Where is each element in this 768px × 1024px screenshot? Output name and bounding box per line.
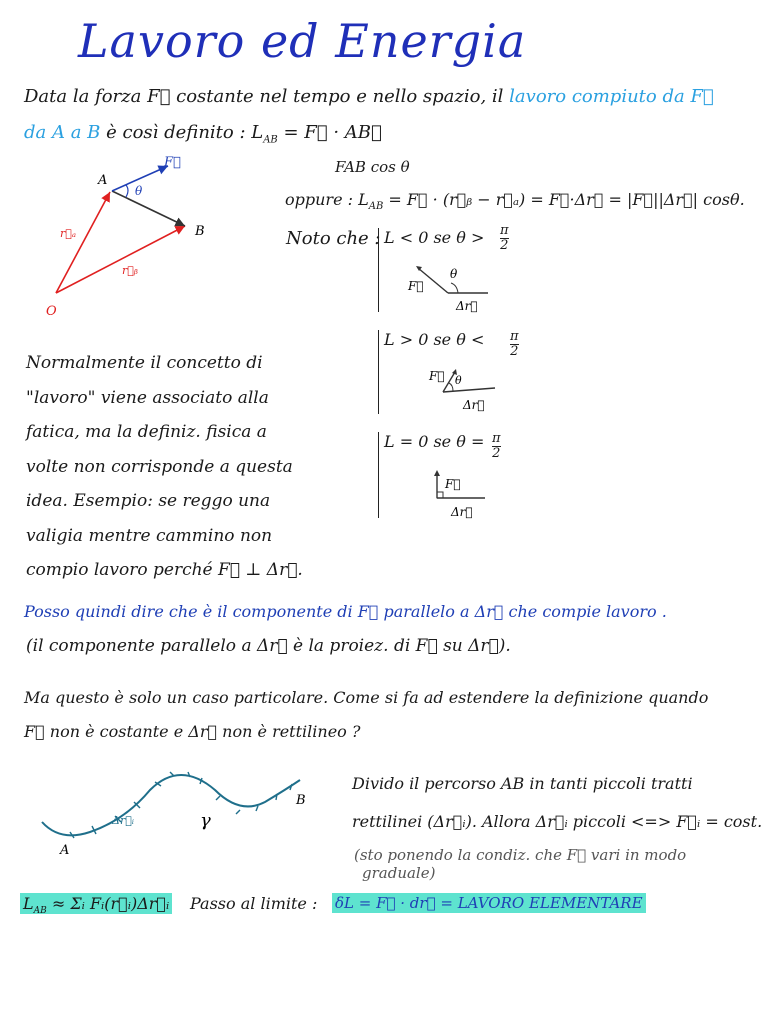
case-3-fraction — [492, 432, 501, 461]
para-line: fatica, ma la definiz. fisica a — [26, 422, 267, 442]
label-b: B — [195, 224, 205, 239]
frac-den: 2 — [500, 238, 509, 253]
label-theta: θ — [135, 184, 143, 198]
vector-ab — [112, 191, 185, 226]
page-title: Lavoro ed Energia — [78, 14, 527, 68]
case-3-text: L = 0 se θ = — [384, 432, 485, 451]
vector-ra — [56, 192, 110, 293]
frac-num: π — [510, 329, 519, 344]
intro-line-3: FAB cos θ — [335, 158, 410, 176]
formula-left-highlight — [20, 893, 172, 917]
normalmente-paragraph — [26, 346, 303, 588]
case-1-condition — [384, 228, 484, 247]
case-bracket-2 — [378, 330, 382, 414]
intro-defined: è così definito : L — [106, 122, 264, 143]
case-3-f: F⃗ — [445, 477, 461, 491]
vector-diagram — [40, 150, 240, 330]
divido-line-2: rettilinei (Δr⃗ᵢ). Allora Δr⃗ᵢ piccoli <=> F⃗ᵢ = cost. — [352, 812, 763, 831]
oppure-formula: = F⃗ · (r⃗ᵦ − r⃗ₐ) = F⃗·Δr⃗ = |F⃗||Δr⃗| cosθ. — [383, 190, 745, 209]
angle-arc — [126, 185, 128, 197]
case-1-dr: Δr⃗ — [456, 299, 478, 313]
ma-questo-line-1: Ma questo è solo un caso particolare. Come si fa ad estendere la definizione quando — [24, 688, 709, 707]
divido-line-1: Divido il percorso AB in tanti piccoli tratti — [352, 774, 693, 793]
componente-line: (il componente parallelo a Δr⃗ è la proiez. di F⃗ su Δr⃗). — [26, 636, 511, 656]
case-1-fraction — [500, 224, 509, 253]
formula-left-sub: AB — [33, 906, 47, 917]
para-line: compio lavoro perché F⃗ ⊥ Δr⃗. — [26, 560, 303, 580]
case-3-diagram — [425, 462, 525, 522]
formula-right — [332, 894, 646, 912]
curve-label-a: A — [60, 843, 70, 858]
case-2-f: F⃗ — [429, 369, 445, 383]
frac-den: 2 — [492, 446, 501, 461]
label-ra: r⃗ₐ — [60, 227, 76, 240]
case-bracket-1 — [378, 228, 382, 312]
case-1-text: L < 0 se θ > — [384, 228, 485, 247]
oppure-sub: AB — [368, 201, 384, 213]
case-2-theta: θ — [455, 374, 462, 387]
intro-sub: AB — [263, 134, 278, 146]
noto-label: Noto che : — [286, 228, 381, 249]
intro-from-to: da A a B — [24, 122, 101, 143]
formula-left-rest: ≈ Σᵢ Fᵢ(r⃗ᵢ)Δr⃗ᵢ — [46, 894, 170, 913]
para-line: idea. Esempio: se reggo una — [26, 491, 271, 511]
case-3-condition — [384, 432, 484, 451]
intro-formula: = F⃗ · AB⃗ — [277, 122, 382, 143]
passo-label: Passo al limite : — [190, 894, 318, 913]
intro-line-2 — [24, 122, 382, 146]
case-2-fraction — [510, 330, 519, 359]
note-line-1: (sto ponendo la condiz. che F⃗ vari in modo — [354, 846, 687, 864]
intro-line-1 — [24, 86, 714, 107]
para-line: Normalmente il concetto di — [26, 353, 263, 373]
case-3-dr: Δr⃗ — [451, 505, 473, 519]
case-1-diagram — [400, 258, 500, 313]
posso-line: Posso quindi dire che è il componente di F⃗ parallelo a Δr⃗ che compie lavoro . — [24, 602, 667, 621]
frac-num: π — [500, 223, 509, 238]
formula-right-highlight: δL = F⃗ · dr⃗ = LAVORO ELEMENTARE — [332, 893, 646, 913]
para-line: volte non corrisponde a questa — [26, 456, 293, 477]
intro-highlight: lavoro compiuto da F⃗ — [509, 86, 714, 107]
intro-text: Data la forza F⃗ costante nel tempo e nello spazio, il — [24, 86, 504, 107]
case-2-condition — [384, 330, 484, 349]
case-2-diagram — [425, 362, 525, 417]
curve-label-gamma: γ — [200, 810, 211, 831]
formula-left — [20, 894, 172, 916]
note-line-2: graduale) — [362, 864, 436, 882]
curve-diagram — [30, 760, 330, 860]
case-bracket-3 — [378, 432, 382, 518]
case-2-dr: Δr⃗ — [463, 398, 485, 412]
curve-label-b: B — [296, 793, 306, 808]
oppure-label: oppure : L — [285, 190, 369, 209]
para-line: "lavoro" viene associato alla — [26, 387, 269, 408]
case-1-theta: θ — [450, 267, 458, 281]
case-2-text: L > 0 se θ < — [384, 330, 485, 349]
label-f: F⃗ — [164, 155, 181, 170]
frac-num: π — [492, 431, 501, 446]
label-o: O — [46, 304, 57, 319]
label-rb: r⃗ᵦ — [122, 264, 138, 277]
curve-label-dri: Δr⃗ᵢ — [112, 814, 135, 827]
case-1-f: F⃗ — [408, 279, 424, 293]
para-line: valigia mentre cammino non — [26, 525, 273, 546]
formula-left-l: L — [23, 894, 34, 913]
ma-questo-line-2: F⃗ non è costante e Δr⃗ non è rettilineo ? — [24, 722, 361, 741]
oppure-line — [285, 190, 745, 212]
frac-den: 2 — [510, 344, 519, 359]
label-a: A — [98, 173, 108, 188]
